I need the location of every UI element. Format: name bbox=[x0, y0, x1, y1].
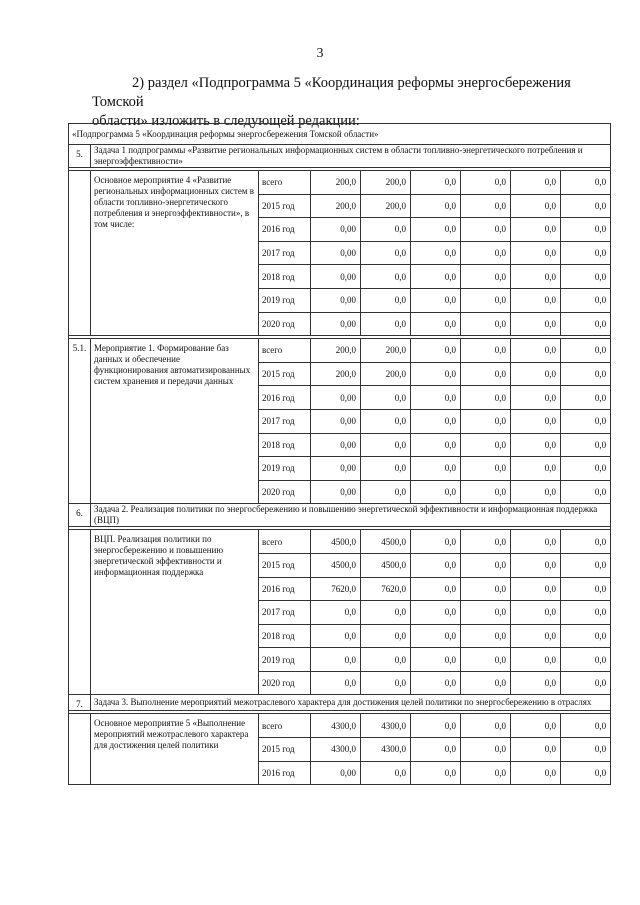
activity-number bbox=[69, 530, 91, 695]
period-cell: 2019 год bbox=[259, 648, 311, 672]
value-cell: 0,0 bbox=[411, 194, 461, 218]
value-cell: 0,0 bbox=[411, 553, 461, 577]
value-cell: 0,0 bbox=[561, 433, 611, 457]
value-cell: 7620,0 bbox=[311, 577, 361, 601]
value-cell: 0,0 bbox=[411, 171, 461, 195]
period-cell: 2019 год bbox=[259, 457, 311, 481]
value-cell: 4300,0 bbox=[311, 738, 361, 762]
value-cell: 0,0 bbox=[411, 714, 461, 738]
value-cell: 0,0 bbox=[461, 530, 511, 554]
value-cell: 0,0 bbox=[561, 530, 611, 554]
activity-description: Мероприятие 1. Формирование баз данных и обеспечение функционирования автоматизированных систем хранения и передачи данных bbox=[91, 339, 259, 504]
value-cell: 0,0 bbox=[461, 194, 511, 218]
value-cell: 0,0 bbox=[361, 386, 411, 410]
value-cell: 0,0 bbox=[411, 738, 461, 762]
value-cell: 0,0 bbox=[561, 265, 611, 289]
value-cell: 0,00 bbox=[311, 409, 361, 433]
table-row bbox=[69, 530, 611, 554]
value-cell: 0,0 bbox=[311, 671, 361, 695]
period-cell: всего bbox=[259, 339, 311, 363]
value-cell: 0,0 bbox=[511, 171, 561, 195]
value-cell: 0,0 bbox=[561, 601, 611, 625]
value-cell: 0,0 bbox=[561, 386, 611, 410]
period-cell: 2020 год bbox=[259, 671, 311, 695]
value-cell: 200,0 bbox=[311, 194, 361, 218]
value-cell: 200,0 bbox=[361, 339, 411, 363]
value-cell: 4300,0 bbox=[361, 714, 411, 738]
value-cell: 0,0 bbox=[461, 457, 511, 481]
value-cell: 0,0 bbox=[511, 312, 561, 336]
value-cell: 0,0 bbox=[411, 218, 461, 242]
value-cell: 4500,0 bbox=[311, 530, 361, 554]
table-row bbox=[69, 714, 611, 738]
value-cell: 0,0 bbox=[361, 312, 411, 336]
value-cell: 0,0 bbox=[561, 480, 611, 504]
activity-description: Основное мероприятие 5 «Выполнение мероприятий межотраслевого характера для достижения целей политики bbox=[91, 714, 259, 785]
period-cell: 2015 год bbox=[259, 194, 311, 218]
value-cell: 0,0 bbox=[511, 218, 561, 242]
value-cell: 0,0 bbox=[561, 648, 611, 672]
value-cell: 0,0 bbox=[511, 386, 561, 410]
value-cell: 0,0 bbox=[361, 480, 411, 504]
value-cell: 0,0 bbox=[411, 386, 461, 410]
value-cell: 0,0 bbox=[411, 312, 461, 336]
value-cell: 0,0 bbox=[561, 624, 611, 648]
value-cell: 0,0 bbox=[361, 457, 411, 481]
task-title: Задача 2. Реализация политики по энергосбережению и повышению энергетической эффективности и информационная поддержка (ВЦП) bbox=[91, 504, 611, 527]
value-cell: 0,0 bbox=[461, 624, 511, 648]
value-cell: 0,0 bbox=[511, 671, 561, 695]
value-cell: 0,0 bbox=[311, 648, 361, 672]
value-cell: 4300,0 bbox=[311, 714, 361, 738]
period-cell: 2015 год bbox=[259, 738, 311, 762]
value-cell: 4500,0 bbox=[361, 553, 411, 577]
value-cell: 0,0 bbox=[411, 761, 461, 785]
value-cell: 4500,0 bbox=[361, 530, 411, 554]
value-cell: 0,0 bbox=[561, 339, 611, 363]
value-cell: 0,0 bbox=[411, 265, 461, 289]
value-cell: 0,0 bbox=[411, 648, 461, 672]
value-cell: 0,0 bbox=[411, 457, 461, 481]
value-cell: 0,00 bbox=[311, 218, 361, 242]
period-cell: 2017 год bbox=[259, 601, 311, 625]
task-row bbox=[69, 504, 611, 527]
value-cell: 0,00 bbox=[311, 480, 361, 504]
value-cell: 0,0 bbox=[561, 553, 611, 577]
task-number: 5. bbox=[69, 145, 91, 168]
value-cell: 4300,0 bbox=[361, 738, 411, 762]
value-cell: 0,0 bbox=[461, 714, 511, 738]
value-cell: 0,0 bbox=[411, 409, 461, 433]
activity-number: 5.1. bbox=[69, 339, 91, 504]
value-cell: 0,0 bbox=[411, 288, 461, 312]
intro-line-2: области» изложить в следующей редакции: bbox=[92, 113, 360, 129]
value-cell: 0,0 bbox=[511, 433, 561, 457]
value-cell: 0,0 bbox=[461, 386, 511, 410]
value-cell: 0,0 bbox=[461, 171, 511, 195]
period-cell: всего bbox=[259, 714, 311, 738]
value-cell: 0,0 bbox=[411, 339, 461, 363]
value-cell: 0,0 bbox=[511, 480, 561, 504]
period-cell: 2016 год bbox=[259, 218, 311, 242]
value-cell: 0,0 bbox=[511, 714, 561, 738]
value-cell: 0,0 bbox=[461, 312, 511, 336]
value-cell: 4500,0 bbox=[311, 553, 361, 577]
task-row bbox=[69, 695, 611, 711]
period-cell: 2018 год bbox=[259, 624, 311, 648]
value-cell: 200,0 bbox=[311, 339, 361, 363]
value-cell: 0,0 bbox=[411, 433, 461, 457]
value-cell: 0,0 bbox=[361, 433, 411, 457]
period-cell: 2015 год bbox=[259, 553, 311, 577]
value-cell: 0,0 bbox=[511, 362, 561, 386]
value-cell: 0,0 bbox=[411, 362, 461, 386]
value-cell: 200,0 bbox=[361, 171, 411, 195]
period-cell: 2016 год bbox=[259, 386, 311, 410]
value-cell: 0,0 bbox=[561, 577, 611, 601]
period-cell: 2020 год bbox=[259, 480, 311, 504]
value-cell: 0,0 bbox=[561, 457, 611, 481]
period-cell: 2017 год bbox=[259, 241, 311, 265]
activity-description: Основное мероприятие 4 «Развитие региональных информационных систем в области топливно-энергетического потребления и энергоэффективности», в том числе: bbox=[91, 171, 259, 336]
value-cell: 0,0 bbox=[411, 624, 461, 648]
value-cell: 0,0 bbox=[461, 288, 511, 312]
value-cell: 0,0 bbox=[461, 761, 511, 785]
activity-number bbox=[69, 714, 91, 785]
value-cell: 0,00 bbox=[311, 433, 361, 457]
value-cell: 0,0 bbox=[511, 577, 561, 601]
value-cell: 200,0 bbox=[361, 362, 411, 386]
period-cell: 2018 год bbox=[259, 265, 311, 289]
value-cell: 0,0 bbox=[411, 241, 461, 265]
value-cell: 0,0 bbox=[561, 194, 611, 218]
value-cell: 0,0 bbox=[411, 601, 461, 625]
period-cell: 2018 год bbox=[259, 433, 311, 457]
subprogram-table bbox=[68, 123, 611, 785]
value-cell: 200,0 bbox=[311, 171, 361, 195]
value-cell: 0,0 bbox=[511, 624, 561, 648]
value-cell: 0,0 bbox=[511, 601, 561, 625]
value-cell: 0,0 bbox=[461, 218, 511, 242]
period-cell: 2016 год bbox=[259, 577, 311, 601]
value-cell: 0,0 bbox=[361, 218, 411, 242]
intro-line-1: 2) раздел «Подпрограмма 5 «Координация реформы энергосбережения Томской bbox=[92, 75, 571, 110]
value-cell: 0,0 bbox=[561, 761, 611, 785]
value-cell: 0,0 bbox=[561, 312, 611, 336]
value-cell: 0,00 bbox=[311, 457, 361, 481]
value-cell: 0,0 bbox=[511, 265, 561, 289]
value-cell: 0,0 bbox=[561, 241, 611, 265]
value-cell: 0,0 bbox=[461, 601, 511, 625]
value-cell: 0,0 bbox=[411, 530, 461, 554]
value-cell: 0,0 bbox=[311, 601, 361, 625]
value-cell: 0,0 bbox=[461, 339, 511, 363]
value-cell: 0,0 bbox=[511, 288, 561, 312]
period-cell: 2019 год bbox=[259, 288, 311, 312]
period-cell: 2015 год bbox=[259, 362, 311, 386]
value-cell: 0,0 bbox=[461, 480, 511, 504]
value-cell: 0,0 bbox=[511, 339, 561, 363]
value-cell: 0,0 bbox=[461, 265, 511, 289]
value-cell: 0,0 bbox=[561, 218, 611, 242]
task-number: 6. bbox=[69, 504, 91, 527]
value-cell: 0,0 bbox=[461, 362, 511, 386]
value-cell: 0,0 bbox=[411, 577, 461, 601]
value-cell: 0,0 bbox=[561, 714, 611, 738]
value-cell: 0,0 bbox=[511, 530, 561, 554]
value-cell: 0,0 bbox=[361, 288, 411, 312]
activity-description: ВЦП. Реализация политики по энергосбережению и повышению энергетической эффективности и информационная поддержка bbox=[91, 530, 259, 695]
value-cell: 0,0 bbox=[361, 761, 411, 785]
period-cell: 2020 год bbox=[259, 312, 311, 336]
value-cell: 0,0 bbox=[511, 457, 561, 481]
value-cell: 0,0 bbox=[361, 409, 411, 433]
value-cell: 0,0 bbox=[361, 624, 411, 648]
value-cell: 0,0 bbox=[561, 362, 611, 386]
value-cell: 0,0 bbox=[511, 409, 561, 433]
value-cell: 0,0 bbox=[361, 648, 411, 672]
value-cell: 0,0 bbox=[461, 241, 511, 265]
value-cell: 0,0 bbox=[461, 648, 511, 672]
value-cell: 0,0 bbox=[511, 648, 561, 672]
value-cell: 200,0 bbox=[361, 194, 411, 218]
task-number: 7. bbox=[69, 695, 91, 711]
table-row bbox=[69, 171, 611, 195]
value-cell: 0,00 bbox=[311, 312, 361, 336]
activity-number bbox=[69, 171, 91, 336]
value-cell: 0,0 bbox=[561, 738, 611, 762]
value-cell: 0,00 bbox=[311, 241, 361, 265]
value-cell: 0,00 bbox=[311, 265, 361, 289]
value-cell: 0,0 bbox=[461, 433, 511, 457]
value-cell: 0,0 bbox=[361, 241, 411, 265]
value-cell: 7620,0 bbox=[361, 577, 411, 601]
value-cell: 0,0 bbox=[461, 671, 511, 695]
value-cell: 0,0 bbox=[511, 738, 561, 762]
value-cell: 0,00 bbox=[311, 761, 361, 785]
value-cell: 0,0 bbox=[511, 761, 561, 785]
value-cell: 0,0 bbox=[561, 671, 611, 695]
value-cell: 0,0 bbox=[561, 409, 611, 433]
value-cell: 200,0 bbox=[311, 362, 361, 386]
task-title: Задача 3. Выполнение мероприятий межотраслевого характера для достижения целей политики по энергосбережению в отраслях bbox=[91, 695, 611, 711]
value-cell: 0,0 bbox=[311, 624, 361, 648]
period-cell: 2016 год bbox=[259, 761, 311, 785]
task-title: Задача 1 подпрограммы «Развитие региональных информационных систем в области топливно-энергетического потребления и энергоэффективности» bbox=[91, 145, 611, 168]
period-cell: 2017 год bbox=[259, 409, 311, 433]
value-cell: 0,0 bbox=[361, 601, 411, 625]
table-row bbox=[69, 339, 611, 363]
task-row bbox=[69, 145, 611, 168]
value-cell: 0,00 bbox=[311, 386, 361, 410]
value-cell: 0,0 bbox=[461, 409, 511, 433]
value-cell: 0,0 bbox=[511, 553, 561, 577]
table-header: «Подпрограмма 5 «Координация реформы энергосбережения Томской области» bbox=[69, 124, 611, 145]
value-cell: 0,0 bbox=[511, 194, 561, 218]
period-cell: всего bbox=[259, 171, 311, 195]
value-cell: 0,0 bbox=[361, 265, 411, 289]
value-cell: 0,0 bbox=[511, 241, 561, 265]
value-cell: 0,0 bbox=[411, 480, 461, 504]
page-number: 3 bbox=[316, 46, 324, 61]
value-cell: 0,00 bbox=[311, 288, 361, 312]
value-cell: 0,0 bbox=[411, 671, 461, 695]
value-cell: 0,0 bbox=[561, 171, 611, 195]
value-cell: 0,0 bbox=[461, 577, 511, 601]
value-cell: 0,0 bbox=[561, 288, 611, 312]
period-cell: всего bbox=[259, 530, 311, 554]
value-cell: 0,0 bbox=[461, 553, 511, 577]
value-cell: 0,0 bbox=[361, 671, 411, 695]
value-cell: 0,0 bbox=[461, 738, 511, 762]
